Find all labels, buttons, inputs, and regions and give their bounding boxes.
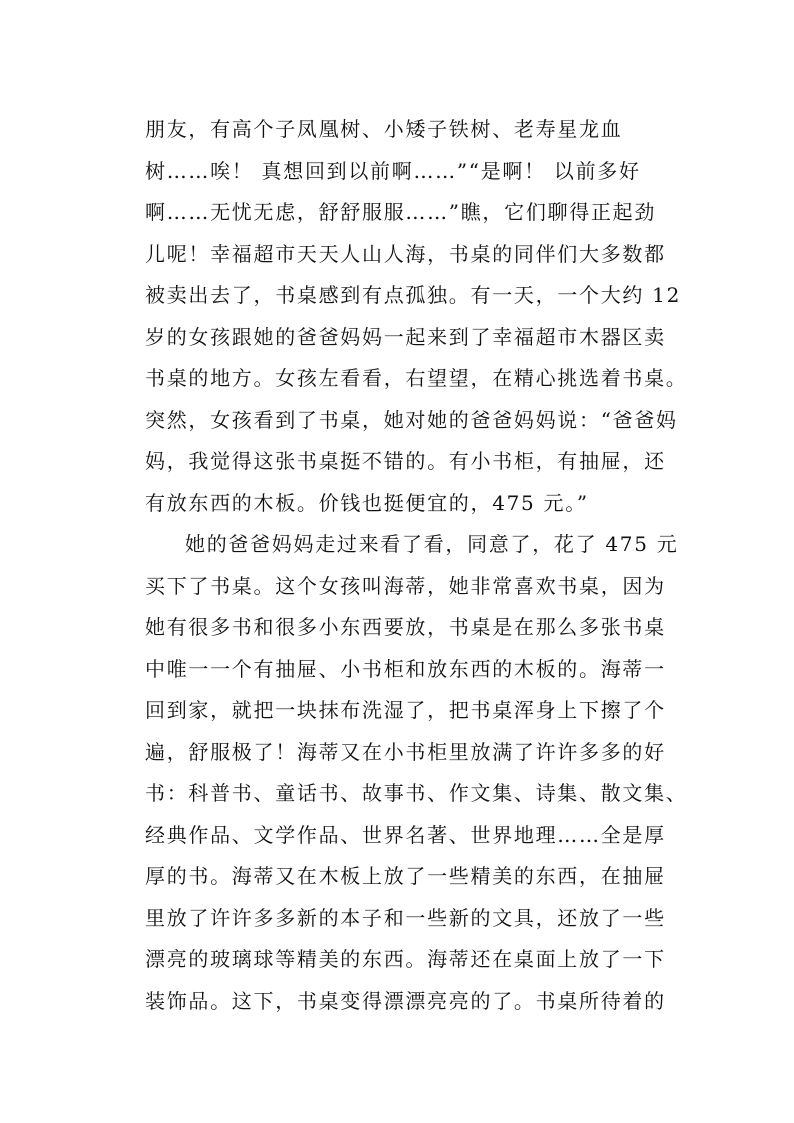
text-line: 啊……无忧无虑，舒舒服服……”瞧，它们聊得正起劲 <box>145 200 657 224</box>
text-line: 突然，女孩看到了书桌，她对她的爸爸妈妈说：“爸爸妈 <box>145 407 678 432</box>
text-line: 里放了许许多多新的本子和一些新的文具，还放了一些 <box>145 905 666 930</box>
text-line: 妈，我觉得这张书桌挺不错的。有小书柜，有抽屉，还 <box>145 449 666 473</box>
text-line: 树……唉！ 真想回到以前啊……”“是啊！ 以前多好 <box>145 158 641 183</box>
text-line: 回到家，就把一块抹布洗湿了，把书桌浑身上下擦了个 <box>145 698 666 722</box>
text-line: 被卖出去了，书桌感到有点孤独。有一天，一个大约 12 <box>145 283 682 307</box>
text-line: 有放东西的木板。价钱也挺便宜的，475 元。” <box>145 490 589 515</box>
text-line: 经典作品、文学作品、世界名著、世界地理……全是厚 <box>145 822 666 847</box>
text-line: 她有很多书和很多小东西要放，书桌是在那么多张书桌 <box>145 615 666 639</box>
text-line: 书：科普书、童话书、故事书、作文集、诗集、散文集、 <box>145 781 688 805</box>
text-line: 漂亮的玻璃球等精美的东西。海蒂还在桌面上放了一下 <box>145 947 666 971</box>
text-line: 买下了书桌。这个女孩叫海蒂，她非常喜欢书桌，因为 <box>145 573 666 598</box>
text-line: 遍，舒服极了！海蒂又在小书柜里放满了许许多多的好 <box>145 739 666 764</box>
text-line: 岁的女孩跟她的爸爸妈妈一起来到了幸福超市木器区卖 <box>145 324 666 349</box>
text-line: 朋友，有高个子凤凰树、小矮子铁树、老寿星龙血 <box>145 117 623 141</box>
paragraph-first-line: 她的爸爸妈妈走过来看了看，同意了，花了 475 元 <box>185 532 679 556</box>
text-line: 书桌的地方。女孩左看看，右望望，在精心挑选着书桌。 <box>145 366 688 390</box>
text-line: 装饰品。这下，书桌变得漂漂亮亮的了。书桌所待着的 <box>145 988 666 1013</box>
text-line: 中唯一一个有抽屉、小书柜和放东西的木板的。海蒂一 <box>145 656 666 681</box>
text-line: 厚的书。海蒂又在木板上放了一些精美的东西，在抽屉 <box>145 864 666 888</box>
body-text <box>145 109 688 1022</box>
text-line: 儿呢！幸福超市天天人山人海，书桌的同伴们大多数都 <box>145 241 666 266</box>
